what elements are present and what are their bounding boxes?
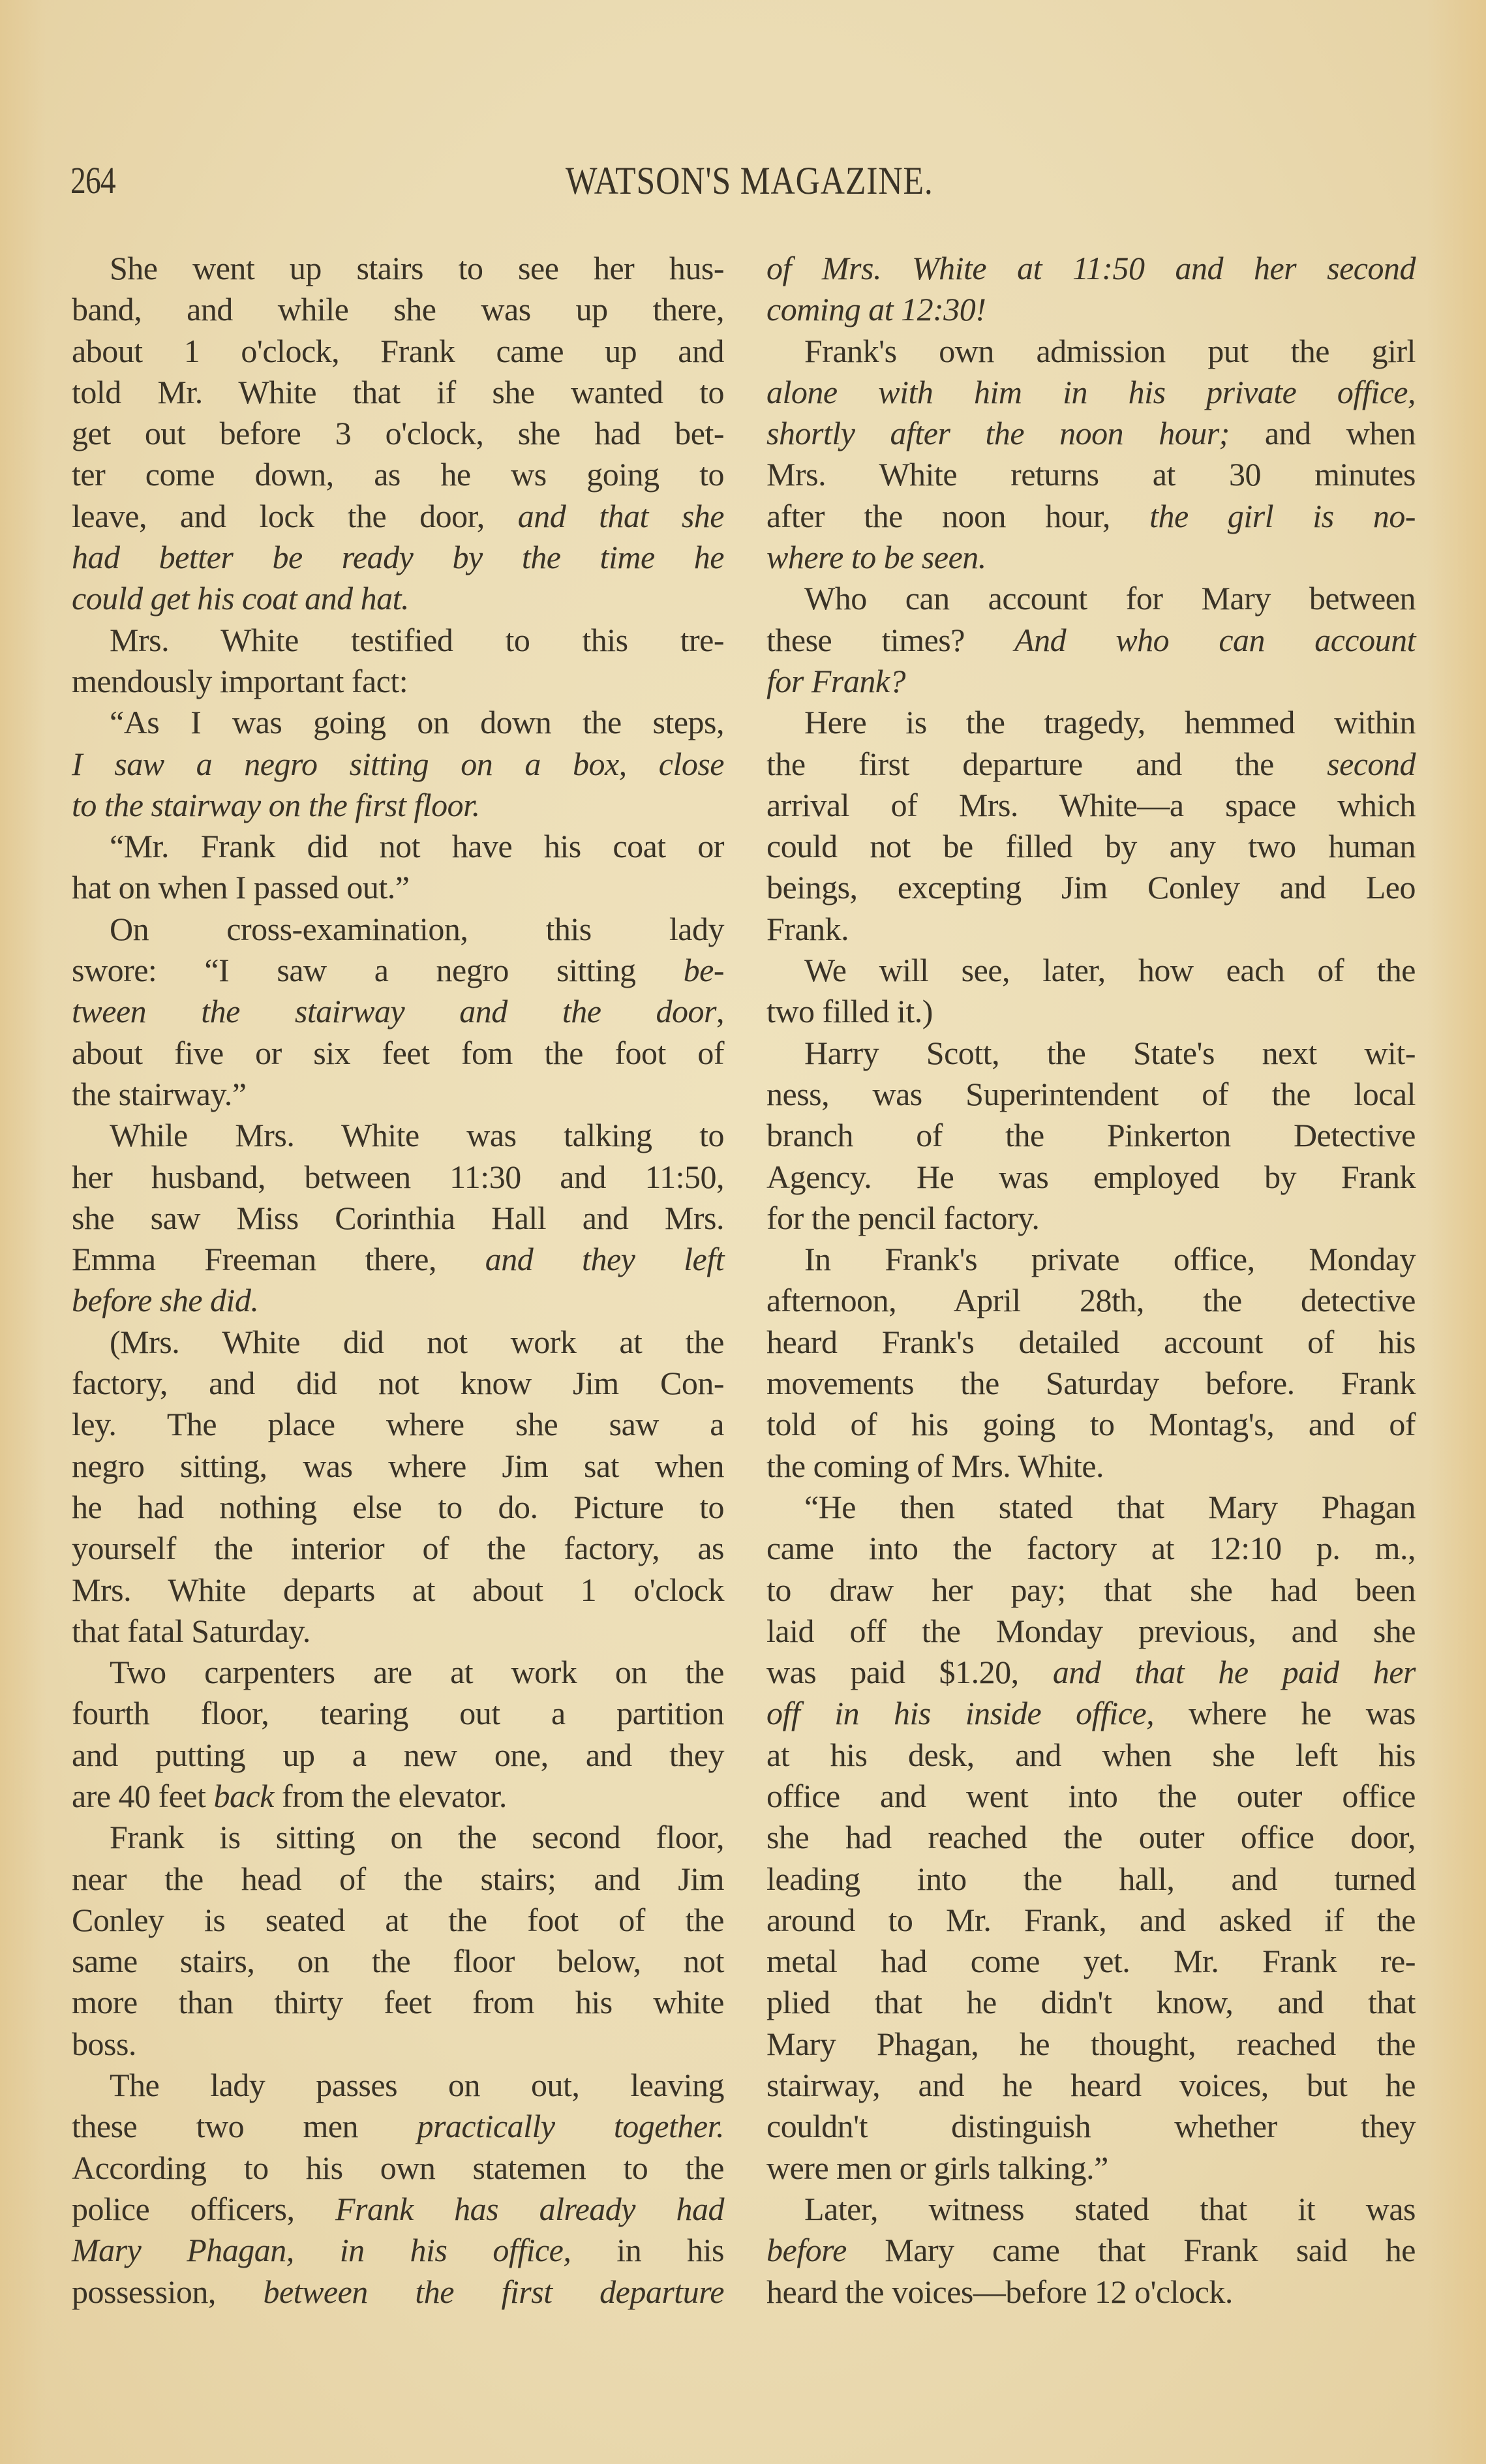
- text-line: [766, 537, 1416, 578]
- body-text: laid off the Monday previous, and she: [766, 1612, 1416, 1649]
- body-text: According to his own statemen to the: [72, 2149, 724, 2186]
- text-line: [766, 1611, 1416, 1652]
- body-text: We will see, later, how each of the: [804, 952, 1416, 989]
- text-line: [766, 1198, 1416, 1239]
- text-line: [72, 2148, 724, 2189]
- body-text: plied that he didn't know, and that: [766, 1984, 1416, 2021]
- italic-text: Mary Phagan, in his office,: [72, 2232, 571, 2269]
- text-line: [766, 2230, 1416, 2271]
- body-text: he had nothing else to do. Picture to: [72, 1488, 724, 1525]
- body-text: ley. The place where she saw a: [72, 1406, 724, 1443]
- text-line: [72, 1198, 724, 1239]
- text-line: [766, 1363, 1416, 1404]
- body-text: Later, witness stated that it was: [804, 2190, 1416, 2227]
- body-text: She went up stairs to see her hus-: [110, 250, 724, 286]
- body-text: arrival of Mrs. White—a space which: [766, 786, 1416, 823]
- left-column: [72, 248, 724, 2313]
- text-line: [72, 2106, 724, 2147]
- body-text: fourth floor, tearing out a partition: [72, 1695, 724, 1732]
- text-line: [766, 1817, 1416, 1858]
- text-line: [72, 1982, 724, 2023]
- body-text: Here is the tragedy, hemmed within: [804, 704, 1416, 741]
- italic-text: before she did.: [72, 1282, 259, 1319]
- text-line: [766, 620, 1416, 661]
- body-text: Mrs. White testified to this tre-: [110, 621, 724, 658]
- text-line: [72, 1652, 724, 1693]
- body-text: for the pencil factory.: [766, 1199, 1040, 1236]
- text-line: [72, 1817, 724, 1858]
- body-text: leave, and lock the door,: [72, 497, 518, 534]
- text-line: [72, 537, 724, 578]
- body-text: swore: “I saw a negro sitting: [72, 952, 684, 989]
- body-text: ter come down, as he ws going to: [72, 456, 724, 493]
- text-line: [72, 1735, 724, 1776]
- body-text: band, and while she was up there,: [72, 291, 724, 328]
- italic-text: could get his coat and hat.: [72, 580, 409, 617]
- italic-text: second: [1327, 745, 1416, 782]
- text-line: [72, 1239, 724, 1280]
- body-text: the first departure and the: [766, 745, 1327, 782]
- text-line: [766, 2189, 1416, 2230]
- body-text: could not be filled by any two human: [766, 828, 1416, 865]
- text-line: [72, 1570, 724, 1611]
- body-text: and putting up a new one, and they: [72, 1736, 724, 1773]
- text-line: [72, 1941, 724, 1982]
- italic-text: and that he paid her: [1052, 1654, 1416, 1691]
- text-line: [766, 1115, 1416, 1156]
- italic-text: I saw a negro sitting on a box, close: [72, 745, 724, 782]
- text-line: [766, 867, 1416, 908]
- italic-text: between the first departure: [263, 2273, 724, 2310]
- text-line: [72, 2272, 724, 2313]
- italic-text: had better be ready by the time he: [72, 539, 724, 576]
- text-line: [766, 496, 1416, 537]
- body-text: On cross-examination, this lady: [110, 910, 724, 947]
- text-line: [72, 331, 724, 372]
- body-text: Two carpenters are at work on the: [110, 1654, 724, 1691]
- text-line: [72, 1074, 724, 1115]
- text-line: [72, 2230, 724, 2271]
- body-text: (Mrs. White did not work at the: [110, 1323, 724, 1360]
- text-line: [766, 1280, 1416, 1321]
- text-line: [766, 2024, 1416, 2065]
- text-line: [72, 1859, 724, 1900]
- body-text: to draw her pay; that she had been: [766, 1571, 1416, 1608]
- body-text: In Frank's private office, Monday: [804, 1241, 1416, 1278]
- body-text: Frank.: [766, 910, 849, 947]
- body-text: Conley is seated at the foot of the: [72, 1901, 724, 1938]
- body-text: police officers,: [72, 2190, 335, 2227]
- text-line: [766, 1859, 1416, 1900]
- page-number: 264: [70, 159, 115, 202]
- italic-text: Frank has already had: [335, 2190, 725, 2227]
- text-line: [766, 1528, 1416, 1569]
- text-line: [72, 1404, 724, 1445]
- body-text: the stairway.”: [72, 1075, 247, 1112]
- text-line: [766, 661, 1416, 702]
- body-text: told Mr. White that if she wanted to: [72, 373, 724, 410]
- body-text: these times?: [766, 621, 1015, 658]
- body-text: office and went into the outer office: [766, 1777, 1416, 1814]
- italic-text: to the stairway on the first floor.: [72, 786, 480, 823]
- text-line: [72, 950, 724, 991]
- body-text: While Mrs. White was talking to: [110, 1117, 724, 1154]
- page-edge-shadow-right: [1427, 0, 1486, 2464]
- text-line: [766, 826, 1416, 867]
- body-text: factory, and did not know Jim Con-: [72, 1365, 724, 1402]
- text-line: [72, 372, 724, 413]
- body-text: Mrs. White departs at about 1 o'clock: [72, 1571, 724, 1608]
- body-text: these two men: [72, 2108, 417, 2145]
- body-text: were men or girls talking.”: [766, 2149, 1108, 2186]
- italic-text: alone with him in his private office,: [766, 373, 1416, 410]
- text-line: [766, 1735, 1416, 1776]
- body-text: around to Mr. Frank, and asked if the: [766, 1901, 1416, 1938]
- text-line: [766, 1074, 1416, 1115]
- body-text: she had reached the outer office door,: [766, 1819, 1416, 1856]
- body-text: boss.: [72, 2025, 136, 2062]
- italic-text: for Frank?: [766, 662, 906, 699]
- body-text: leading into the hall, and turned: [766, 1860, 1416, 1897]
- body-text: get out before 3 o'clock, she had bet-: [72, 415, 724, 452]
- body-text: same stairs, on the floor below, not: [72, 1943, 724, 1980]
- text-line: [72, 2065, 724, 2106]
- text-line: [72, 826, 724, 867]
- body-text: at his desk, and when she left his: [766, 1736, 1416, 1773]
- body-text: Frank's own admission put the girl: [804, 332, 1416, 369]
- text-line: [72, 1033, 724, 1074]
- body-text: negro sitting, was where Jim sat when: [72, 1447, 724, 1484]
- right-column: [766, 248, 1416, 2313]
- text-line: [72, 496, 724, 537]
- body-text: ness, was Superintendent of the local: [766, 1075, 1416, 1112]
- text-line: [766, 1239, 1416, 1280]
- italic-text: be-: [683, 952, 724, 989]
- body-text: about 1 o'clock, Frank came up and: [72, 332, 724, 369]
- text-line: [72, 578, 724, 619]
- body-text: afternoon, April 28th, the detective: [766, 1282, 1416, 1319]
- body-text: heard Frank's detailed account of his: [766, 1323, 1416, 1360]
- italic-text: shortly after the noon hour;: [766, 415, 1230, 452]
- body-text: Agency. He was employed by Frank: [766, 1158, 1416, 1195]
- body-text: “Mr. Frank did not have his coat or: [110, 828, 724, 865]
- text-line: [72, 1776, 724, 1817]
- text-line: [766, 909, 1416, 950]
- text-line: [72, 2024, 724, 2065]
- text-line: [766, 2148, 1416, 2189]
- text-line: [766, 1652, 1416, 1693]
- text-line: [72, 867, 724, 908]
- body-text: that fatal Saturday.: [72, 1612, 311, 1649]
- italic-text: and they left: [485, 1241, 724, 1278]
- text-line: [766, 289, 1416, 330]
- body-text: ,: [716, 993, 724, 1030]
- italic-text: of Mrs. White at 11:50 and her second: [766, 250, 1416, 286]
- text-line: [72, 744, 724, 785]
- text-line: [766, 1900, 1416, 1941]
- body-text: the coming of Mrs. White.: [766, 1447, 1104, 1484]
- text-line: [72, 1611, 724, 1652]
- text-line: [72, 620, 724, 661]
- text-line: [766, 454, 1416, 495]
- text-line: [72, 1900, 724, 1941]
- text-line: [766, 702, 1416, 743]
- text-line: [72, 1446, 724, 1487]
- body-text: beings, excepting Jim Conley and Leo: [766, 869, 1416, 906]
- text-line: [766, 1033, 1416, 1074]
- body-text: about five or six feet fom the foot of: [72, 1034, 724, 1071]
- italic-text: practically together.: [417, 2108, 724, 2145]
- italic-text: before: [766, 2232, 847, 2269]
- text-line: [72, 661, 724, 702]
- body-text: she saw Miss Corinthia Hall and Mrs.: [72, 1199, 724, 1236]
- text-line: [766, 1941, 1416, 1982]
- running-head: [0, 159, 1486, 204]
- body-text: more than thirty feet from his white: [72, 1984, 724, 2021]
- body-text: where he was: [1154, 1695, 1416, 1732]
- text-line: [766, 2106, 1416, 2147]
- text-line: [72, 1487, 724, 1528]
- body-text: came into the factory at 12:10 p. m.,: [766, 1530, 1416, 1567]
- text-line: [766, 1487, 1416, 1528]
- text-line: [72, 1528, 724, 1569]
- text-line: [72, 1322, 724, 1363]
- text-line: [766, 248, 1416, 289]
- text-line: [766, 1693, 1416, 1734]
- text-line: [766, 950, 1416, 991]
- text-line: [766, 1404, 1416, 1445]
- text-line: [766, 1570, 1416, 1611]
- text-line: [766, 1446, 1416, 1487]
- text-line: [766, 1776, 1416, 1817]
- text-line: [72, 289, 724, 330]
- body-text: possession,: [72, 2273, 264, 2310]
- text-line: [766, 785, 1416, 826]
- text-line: [766, 331, 1416, 372]
- text-line: [766, 2272, 1416, 2313]
- magazine-title: WATSON'S MAGAZINE.: [566, 159, 933, 202]
- body-text: hat on when I passed out.”: [72, 869, 410, 906]
- text-line: [72, 1693, 724, 1734]
- text-line: [72, 785, 724, 826]
- body-text: near the head of the stairs; and Jim: [72, 1860, 724, 1897]
- text-line: [766, 744, 1416, 785]
- body-text: yourself the interior of the factory, as: [72, 1530, 724, 1567]
- text-line: [766, 991, 1416, 1032]
- body-text: “He then stated that Mary Phagan: [804, 1488, 1416, 1525]
- text-line: [766, 1157, 1416, 1198]
- text-line: [72, 909, 724, 950]
- text-line: [766, 1322, 1416, 1363]
- body-text: told of his going to Montag's, and of: [766, 1406, 1416, 1443]
- body-text: from the elevator.: [273, 1777, 507, 1814]
- text-line: [72, 1157, 724, 1198]
- body-text: Mary came that Frank said he: [846, 2232, 1416, 2269]
- body-text: branch of the Pinkerton Detective: [766, 1117, 1416, 1154]
- italic-text: and that she: [517, 497, 725, 534]
- italic-text: coming at 12:30!: [766, 291, 986, 328]
- body-text: couldn't distinguish whether they: [766, 2108, 1416, 2145]
- italic-text: And who can account: [1014, 621, 1416, 658]
- body-text: after the noon hour,: [766, 497, 1150, 534]
- body-text: Harry Scott, the State's next wit-: [804, 1034, 1416, 1071]
- body-text: Who can account for Mary between: [804, 580, 1416, 617]
- page-edge-shadow-left: [0, 0, 46, 2464]
- text-line: [766, 372, 1416, 413]
- text-line: [72, 991, 724, 1032]
- body-text: Mary Phagan, he thought, reached the: [766, 2025, 1416, 2062]
- body-text: “As I was going on down the steps,: [110, 704, 724, 741]
- body-text: and when: [1229, 415, 1416, 452]
- body-text: was paid $1.20,: [766, 1654, 1053, 1691]
- text-line: [766, 2065, 1416, 2106]
- body-text: The lady passes on out, leaving: [110, 2067, 724, 2104]
- text-line: [72, 1115, 724, 1156]
- italic-text: off in his inside office,: [766, 1695, 1155, 1732]
- text-line: [72, 1363, 724, 1404]
- text-line: [766, 1982, 1416, 2023]
- body-text: metal had come yet. Mr. Frank re-: [766, 1943, 1416, 1980]
- italic-text: where to be seen.: [766, 539, 986, 576]
- italic-text: back: [213, 1777, 274, 1814]
- italic-text: tween the stairway and the door: [72, 993, 716, 1030]
- body-text: stairway, and he heard voices, but he: [766, 2067, 1416, 2104]
- text-line: [72, 1280, 724, 1321]
- text-line: [72, 248, 724, 289]
- body-text: Frank is sitting on the second floor,: [110, 1819, 724, 1856]
- body-text: two filled it.): [766, 993, 933, 1030]
- body-text: her husband, between 11:30 and 11:50,: [72, 1158, 724, 1195]
- text-line: [72, 454, 724, 495]
- text-line: [72, 702, 724, 743]
- body-text: movements the Saturday before. Frank: [766, 1365, 1416, 1402]
- body-text: mendously important fact:: [72, 662, 408, 699]
- text-line: [766, 578, 1416, 619]
- body-text: heard the voices—before 12 o'clock.: [766, 2273, 1233, 2310]
- body-text: Emma Freeman there,: [72, 1241, 485, 1278]
- body-text: in his: [571, 2232, 724, 2269]
- body-text: are 40 feet: [72, 1777, 214, 1814]
- text-line: [72, 413, 724, 454]
- text-line: [766, 413, 1416, 454]
- italic-text: the girl is no-: [1149, 497, 1416, 534]
- text-line: [72, 2189, 724, 2230]
- body-text: Mrs. White returns at 30 minutes: [766, 456, 1416, 493]
